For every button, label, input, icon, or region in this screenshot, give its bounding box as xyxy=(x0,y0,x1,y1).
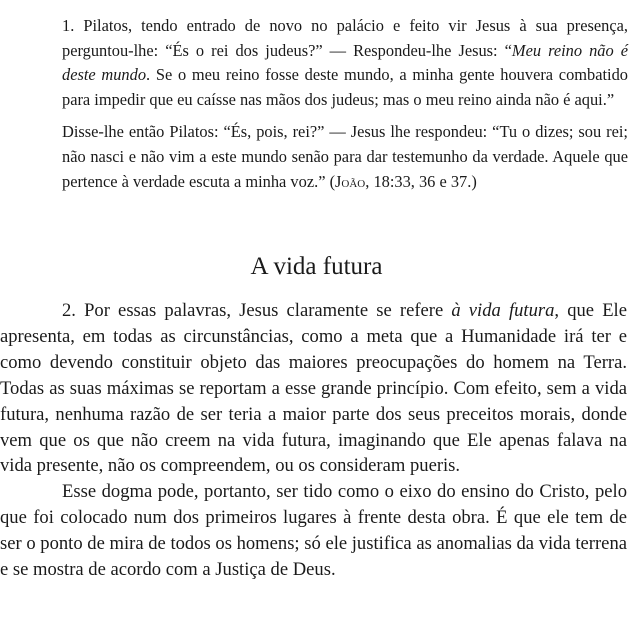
body-text-run: , que Ele apresenta, em todas as circunstâncias, como a meta que a Humanidade irá ter e como devendo constituir objeto das maiores preocupações do homem na Terra. Todas as suas máximas se reportam a esse grande princípio. Com efeito, sem a vida futura, nenhuma razão de ser teria a maior parte dos seus preceitos morais, donde vem que os que não creem na vida futura, imaginando que Ele apenas falava na vida presente, não os compreendem, ou os consideram pueris. xyxy=(0,300,627,477)
body-text xyxy=(0,298,627,583)
quote-text: . Se o meu reino fosse deste mundo, a minha gente houvera combatido para impedir que eu caísse nas mãos dos judeus; mas o meu reino ainda não é aqui.” xyxy=(62,65,628,109)
body-paragraph-1 xyxy=(0,298,627,479)
body-text-run: 2. Por essas palavras, Jesus claramente se refere xyxy=(62,300,452,321)
quote-text: Disse-lhe então Pilatos: “És, pois, rei?” — Jesus lhe respondeu: “Tu o dizes; sou rei; não nasci e não vim a este mundo senão para dar testemunho da verdade. Aquele que pertence à verdade escuta a minha voz.” ( xyxy=(62,122,628,191)
scripture-reference-book: João xyxy=(335,171,366,191)
scripture-quote xyxy=(62,14,628,194)
quote-text: 1. Pilatos, tendo entrado de novo no palácio e feito vir Jesus à sua presença, perguntou-lhe: “És o rei dos judeus?” — Respondeu-lhe Jesus: “ xyxy=(62,16,628,60)
section-title: A vida futura xyxy=(250,253,383,280)
quote-italic-phrase: Meu reino não é deste mundo xyxy=(62,40,628,85)
quote-paragraph-1 xyxy=(62,14,628,112)
scripture-reference-verses: , 18:33, 36 e 37.) xyxy=(365,171,477,191)
body-italic-phrase: à vida futura xyxy=(451,300,555,321)
body-paragraph-2: Esse dogma pode, portanto, ser tido como o eixo do ensino do Cristo, pelo que foi colocado num dos primeiros lugares à frente desta obra. É que ele tem de ser o ponto de mira de todos os homens; só ele justifica as anomalias da vida terrena e se mostra de acordo com a Justiça de Deus. xyxy=(0,481,627,581)
quote-paragraph-2 xyxy=(62,120,628,194)
